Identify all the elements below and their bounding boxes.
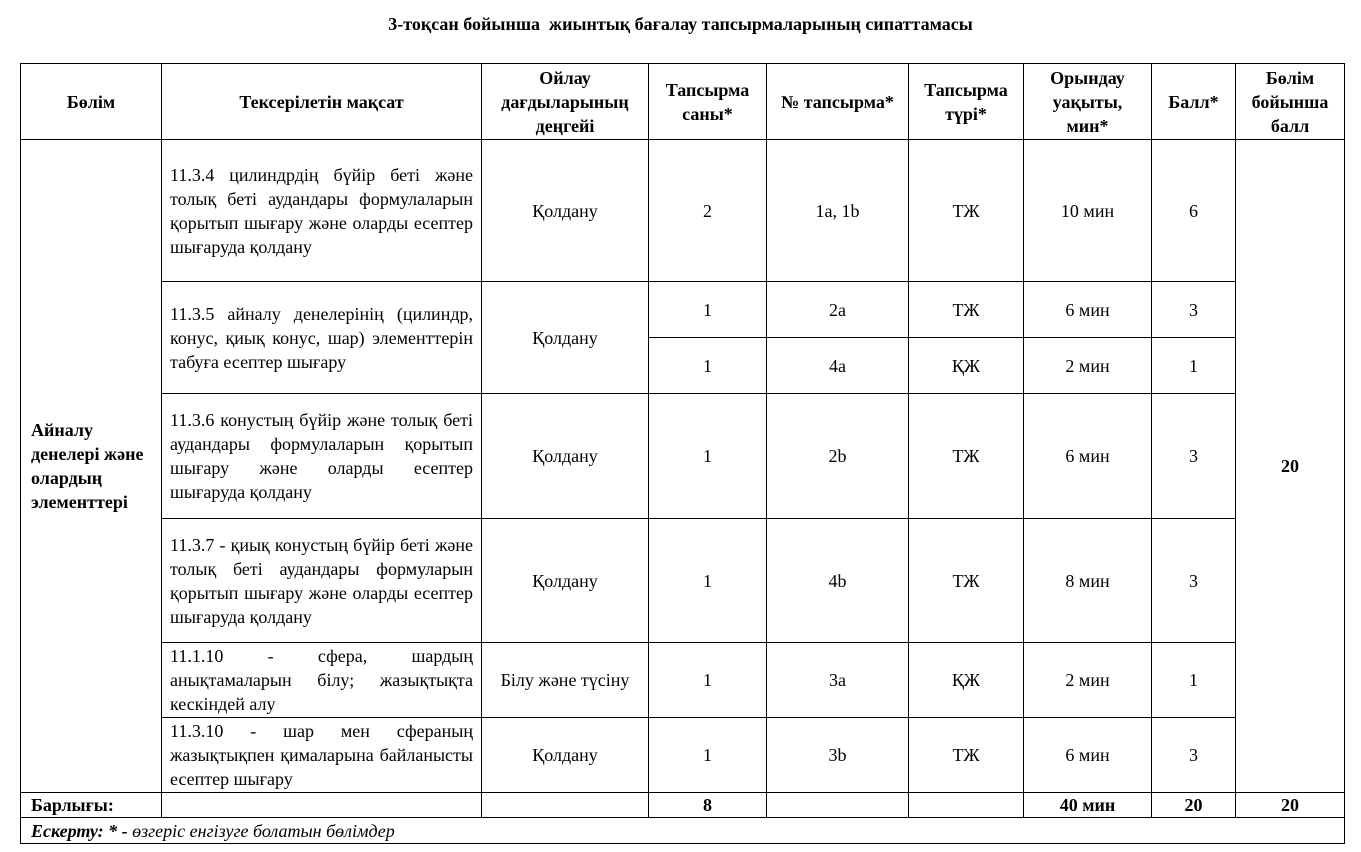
header-objective: Тексерілетін мақсат	[162, 64, 482, 140]
count-cell: 1	[649, 519, 767, 643]
count-cell: 1	[649, 643, 767, 718]
score-cell: 6	[1152, 140, 1236, 282]
time-cell: 6 мин	[1024, 282, 1152, 338]
totals-row	[21, 793, 1345, 818]
task-no-cell: 4b	[767, 519, 909, 643]
score-cell: 3	[1152, 282, 1236, 338]
task-no-cell: 3b	[767, 718, 909, 793]
header-task-type: Тапсырма түрі*	[909, 64, 1024, 140]
header-section-score: Бөлім бойынша балл	[1236, 64, 1345, 140]
task-no-cell: 3a	[767, 643, 909, 718]
totals-section-score: 20	[1236, 793, 1345, 818]
totals-count: 8	[649, 793, 767, 818]
type-cell: ТЖ	[909, 519, 1024, 643]
objective-cell: 11.3.7 - қиық конустың бүйір беті және толық беті аудандары формуларын қорытып шығару және оларды есептер шығаруда қолдану	[162, 519, 482, 643]
task-no-cell: 2a	[767, 282, 909, 338]
time-cell: 10 мин	[1024, 140, 1152, 282]
type-cell: ҚЖ	[909, 338, 1024, 394]
task-no-cell: 4a	[767, 338, 909, 394]
table-row	[21, 718, 1345, 793]
totals-empty-cell	[482, 793, 649, 818]
objective-cell: 11.3.6 конустың бүйір және толық беті аудандары формулаларын қорытып шығару және оларды есептер шығаруда қолдану	[162, 394, 482, 519]
header-task-count: Тапсырма саны*	[649, 64, 767, 140]
section-total-cell: 20	[1236, 140, 1345, 793]
objective-cell: 11.1.10 - сфера, шардың анықтамаларын білу; жазықтықта кескіндей алу	[162, 643, 482, 718]
table-row	[21, 394, 1345, 519]
count-cell: 2	[649, 140, 767, 282]
level-cell: Қолдану	[482, 394, 649, 519]
objective-cell: 11.3.5 айналу денелерінің (цилиндр, конус, қиық конус, шар) элементтерін табуға есептер шығару	[162, 282, 482, 394]
objective-cell: 11.3.4 цилиндрдің бүйір беті және толық беті аудандары формулаларын қорытып шығару және оларды есептер шығаруда қолдану	[162, 140, 482, 282]
table-row	[21, 282, 1345, 338]
score-cell: 3	[1152, 394, 1236, 519]
time-cell: 2 мин	[1024, 643, 1152, 718]
time-cell: 8 мин	[1024, 519, 1152, 643]
count-cell: 1	[649, 282, 767, 338]
type-cell: ТЖ	[909, 282, 1024, 338]
objective-cell: 11.3.10 - шар мен сфераның жазықтықпен қималарына байланысты есептер шығару	[162, 718, 482, 793]
totals-score: 20	[1152, 793, 1236, 818]
totals-empty-cell	[162, 793, 482, 818]
score-cell: 1	[1152, 338, 1236, 394]
note-row	[21, 818, 1345, 844]
task-no-cell: 2b	[767, 394, 909, 519]
note-label: Ескерту: * -	[31, 820, 128, 841]
note-text: өзгеріс енгізуге болатын бөлімдер	[127, 820, 395, 841]
header-score: Балл*	[1152, 64, 1236, 140]
note-cell	[21, 818, 1345, 844]
type-cell: ТЖ	[909, 140, 1024, 282]
header-section: Бөлім	[21, 64, 162, 140]
time-cell: 6 мин	[1024, 394, 1152, 519]
level-cell: Қолдану	[482, 718, 649, 793]
assessment-table	[20, 63, 1345, 844]
type-cell: ТЖ	[909, 718, 1024, 793]
section-name: Айналу денелері және олардың элементтері	[21, 140, 162, 793]
totals-time: 40 мин	[1024, 793, 1152, 818]
score-cell: 3	[1152, 519, 1236, 643]
level-cell: Қолдану	[482, 140, 649, 282]
totals-label: Барлығы:	[21, 793, 162, 818]
score-cell: 1	[1152, 643, 1236, 718]
time-cell: 6 мин	[1024, 718, 1152, 793]
page-title: 3-тоқсан бойынша жиынтық бағалау тапсырмаларының сипаттамасы	[388, 14, 973, 34]
task-no-cell: 1a, 1b	[767, 140, 909, 282]
header-task-no: № тапсырма*	[767, 64, 909, 140]
header-row	[21, 64, 1345, 140]
level-cell: Қолдану	[482, 282, 649, 394]
header-level: Ойлау дағдыларының деңгейі	[482, 64, 649, 140]
time-cell: 2 мин	[1024, 338, 1152, 394]
count-cell: 1	[649, 394, 767, 519]
table-row	[21, 140, 1345, 282]
level-cell: Білу және түсіну	[482, 643, 649, 718]
totals-empty-cell	[767, 793, 909, 818]
header-time: Орындау уақыты, мин*	[1024, 64, 1152, 140]
score-cell: 3	[1152, 718, 1236, 793]
level-cell: Қолдану	[482, 519, 649, 643]
count-cell: 1	[649, 718, 767, 793]
type-cell: ҚЖ	[909, 643, 1024, 718]
totals-empty-cell	[909, 793, 1024, 818]
count-cell: 1	[649, 338, 767, 394]
table-row	[21, 519, 1345, 643]
table-row	[21, 643, 1345, 718]
type-cell: ТЖ	[909, 394, 1024, 519]
